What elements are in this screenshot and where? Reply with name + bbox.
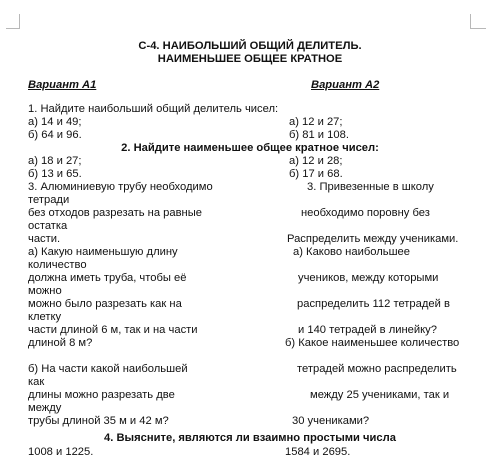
variant-left-heading: Вариант А1: [28, 79, 97, 91]
task3-left-line: без отходов разрезать на равные: [28, 207, 202, 219]
task1-heading: 1. Найдите наибольший общий делитель чисел:: [28, 103, 279, 115]
task2-heading: 2. Найдите наименьшее общее кратное чисел:: [121, 142, 379, 154]
task3-right-line: распределить 112 тетрадей в: [297, 298, 450, 310]
task3-left-line: части длиной 6 м, так и на части: [28, 324, 198, 336]
task3-right-line: между: [28, 402, 62, 414]
task3-right-line: учеников, между которыми: [298, 272, 439, 284]
task3-right-line: необходимо поровну без: [301, 207, 430, 219]
task2-right-b: б) 17 и 68.: [289, 168, 343, 180]
task3-left-line: б) На части какой наибольшей: [28, 363, 188, 375]
title-line-1: С-4. НАИБОЛЬШИЙ ОБЩИЙ ДЕЛИТЕЛЬ.: [138, 40, 362, 52]
task3-right-line: можно: [28, 285, 62, 297]
task3-right-line: тетрадей можно распределить: [297, 363, 457, 375]
task3-left-line: должна иметь труба, чтобы её: [28, 272, 187, 284]
task3-right-line: 3. Привезенные в школу: [307, 181, 434, 193]
task4-heading: 4. Выясните, являются ли взаимно простыми числа: [104, 432, 396, 444]
task2-left-a: а) 18 и 27;: [28, 155, 82, 167]
task3-right-line: количество: [28, 259, 87, 271]
task3-left-line: длиной 8 м?: [28, 337, 93, 349]
task3-right-line: тетради: [28, 194, 70, 206]
task3-left-line: можно было разрезать как на: [28, 298, 182, 310]
task1-left-a: а) 14 и 49;: [28, 116, 82, 128]
task3-right-line: между 25 учениками, так и: [310, 389, 450, 401]
corner-mark-left-h: [6, 28, 20, 29]
task3-right-line: б) Какое наименьшее количество: [285, 337, 460, 349]
variant-right-heading: Вариант А2: [311, 79, 380, 91]
task2-right-a: а) 12 и 28;: [289, 155, 343, 167]
corner-mark-right-h: [470, 28, 486, 29]
task3-right-line: и 140 тетрадей в линейку?: [298, 324, 437, 336]
task4-right: 1584 и 2695.: [285, 446, 351, 458]
corner-mark-left-v: [19, 14, 20, 29]
task3-left-line: трубы длиной 35 м и 42 м?: [28, 415, 169, 427]
task3-left-line: длины можно разрезать две: [28, 389, 175, 401]
task1-right-a: а) 12 и 27;: [289, 116, 343, 128]
task3-right-line: а) Каково наибольшее: [293, 246, 410, 258]
corner-mark-right-v: [470, 14, 471, 29]
task3-right-line: Распределить между учениками.: [287, 233, 459, 245]
task4-left: 1008 и 1225.: [28, 446, 94, 458]
title-line-2: НАИМЕНЬШЕЕ ОБЩЕЕ КРАТНОЕ: [157, 53, 343, 65]
task3-right-line: как: [28, 376, 45, 388]
task3-right-line: клетку: [28, 311, 62, 323]
task3-right-line: остатка: [28, 220, 68, 232]
task3-left-line: части.: [28, 233, 61, 245]
task3-right-line: 30 учениками?: [292, 415, 370, 427]
task3-left-line: 3. Алюминиевую трубу необходимо: [28, 181, 213, 193]
task3-left-line: а) Какую наименьшую длину: [28, 246, 178, 258]
task1-right-b: б) 81 и 108.: [289, 129, 349, 141]
task1-left-b: б) 64 и 96.: [28, 129, 82, 141]
task2-left-b: б) 13 и 65.: [28, 168, 82, 180]
